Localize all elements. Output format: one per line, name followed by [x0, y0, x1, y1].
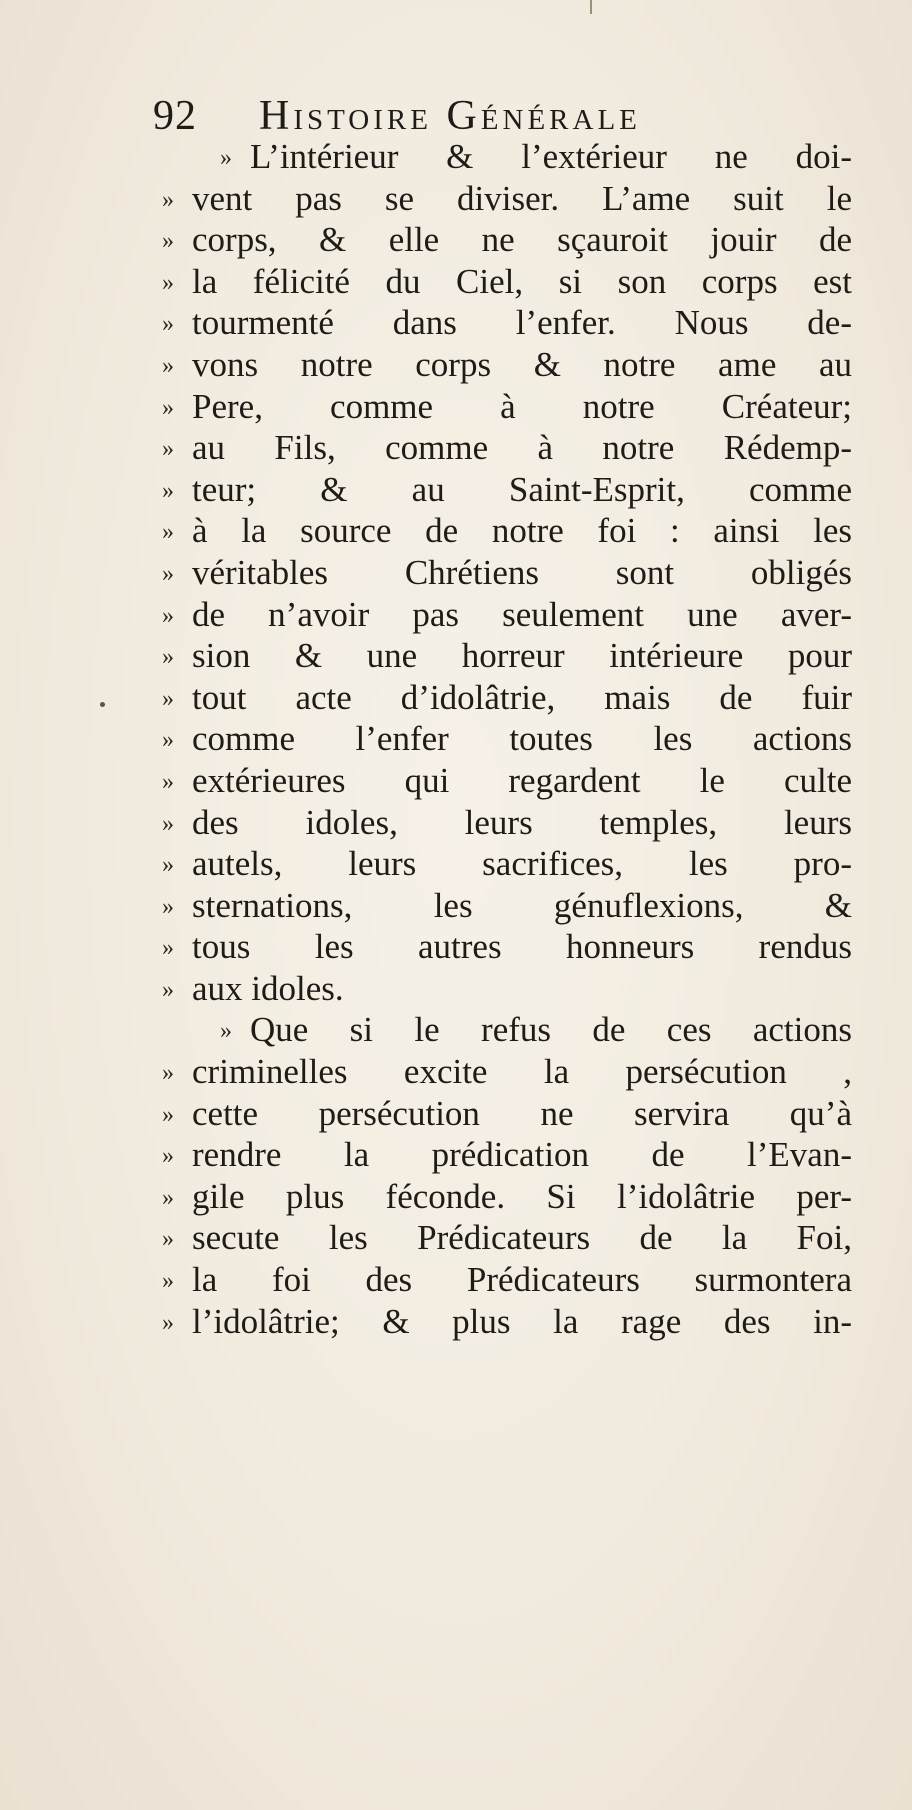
guillemet-mark: »: [162, 602, 174, 629]
guillemet-mark: »: [162, 1060, 174, 1087]
text-line: [162, 677, 892, 719]
guillemet-mark: »: [220, 1018, 232, 1045]
line-text: sternations, les génuflexions, &: [192, 885, 852, 925]
text-line: [162, 427, 892, 469]
line-text: sion & une horreur intérieure pour: [192, 636, 852, 676]
guillemet-mark: »: [162, 1309, 174, 1336]
guillemet-mark: »: [162, 1184, 174, 1211]
guillemet-mark: »: [162, 477, 174, 504]
line-text: teur; & au Saint-Esprit, comme: [192, 469, 852, 509]
line-text: tourmenté dans l’enfer. Nous de-: [192, 303, 852, 343]
text-line: [162, 1009, 892, 1051]
text-line: [162, 635, 892, 677]
line-text: véritables Chrétiens sont obligés: [192, 552, 852, 592]
guillemet-mark: »: [162, 685, 174, 712]
line-text: criminelles excite la persécution ,: [192, 1052, 852, 1092]
text-line: [162, 1134, 892, 1176]
text-line: [162, 344, 892, 386]
line-text: secute les Prédicateurs de la Foi,: [192, 1218, 852, 1258]
text-line: [162, 386, 892, 428]
line-text: la félicité du Ciel, si son corps est: [192, 261, 852, 301]
guillemet-mark: »: [162, 394, 174, 421]
line-text: au Fils, comme à notre Rédemp-: [192, 428, 852, 468]
guillemet-mark: »: [162, 852, 174, 879]
margin-speck: [100, 702, 105, 707]
guillemet-mark: »: [162, 976, 174, 1003]
text-line: [162, 968, 892, 1010]
guillemet-mark: »: [162, 768, 174, 795]
running-title: Histoire Générale: [259, 93, 641, 139]
text-line: [162, 760, 892, 802]
guillemet-mark: »: [162, 352, 174, 379]
line-text: comme l’enfer toutes les actions: [192, 719, 852, 759]
line-text: rendre la prédication de l’Evan-: [192, 1135, 852, 1175]
line-text: tous les autres honneurs rendus: [192, 927, 852, 967]
guillemet-mark: »: [162, 269, 174, 296]
guillemet-mark: »: [162, 519, 174, 546]
line-text: à la source de notre foi : ainsi les: [192, 511, 852, 551]
line-text: l’idolâtrie; & plus la rage des in-: [192, 1301, 852, 1341]
line-text: L’intérieur & l’extérieur ne doi-: [250, 137, 852, 176]
text-line: [162, 136, 892, 178]
text-line: [162, 510, 892, 552]
guillemet-mark: »: [162, 1226, 174, 1253]
line-text: corps, & elle ne sçauroit jouir de: [192, 220, 852, 260]
text-line: [162, 718, 892, 760]
text-line: [162, 552, 892, 594]
text-line: [162, 1217, 892, 1259]
guillemet-mark: »: [162, 560, 174, 587]
line-text: de n’avoir pas seulement une aver-: [192, 594, 852, 634]
text-line: [162, 843, 892, 885]
guillemet-mark: »: [162, 810, 174, 837]
guillemet-mark: »: [162, 186, 174, 213]
line-text: extérieures qui regardent le culte: [192, 760, 852, 800]
line-text: des idoles, leurs temples, leurs: [192, 802, 852, 842]
line-text: aux idoles.: [192, 968, 344, 1008]
text-line: [162, 261, 892, 303]
page-number: 92: [153, 93, 197, 139]
text-line: [162, 802, 892, 844]
guillemet-mark: »: [162, 228, 174, 255]
text-line: [162, 1093, 892, 1135]
guillemet-mark: »: [162, 644, 174, 671]
text-line: [162, 219, 892, 261]
text-line: [162, 1259, 892, 1301]
text-line: [162, 469, 892, 511]
line-text: tout acte d’idolâtrie, mais de fuir: [192, 677, 852, 717]
line-text: vons notre corps & notre ame au: [192, 344, 852, 384]
text-line: [162, 594, 892, 636]
text-line: [162, 302, 892, 344]
guillemet-mark: »: [162, 935, 174, 962]
text-line: [162, 178, 892, 220]
text-line: [162, 1176, 892, 1218]
line-text: autels, leurs sacrifices, les pro-: [192, 844, 852, 884]
text-line: [162, 926, 892, 968]
line-text: vent pas se diviser. L’ame suit le: [192, 178, 852, 218]
guillemet-mark: »: [162, 1268, 174, 1295]
guillemet-mark: »: [162, 436, 174, 463]
guillemet-mark: »: [162, 893, 174, 920]
line-text: la foi des Prédicateurs surmontera: [192, 1260, 852, 1300]
line-text: cette persécution ne servira qu’à: [192, 1093, 852, 1133]
guillemet-mark: »: [162, 1143, 174, 1170]
line-text: gile plus féconde. Si l’idolâtrie per-: [192, 1176, 852, 1216]
text-line: [162, 1051, 892, 1093]
guillemet-mark: »: [162, 311, 174, 338]
guillemet-mark: »: [162, 727, 174, 754]
page-edge-mark: [590, 0, 592, 14]
text-line: [162, 885, 892, 927]
body-text: [162, 136, 892, 1342]
text-line: [162, 1301, 892, 1343]
guillemet-mark: »: [220, 145, 232, 171]
guillemet-mark: »: [162, 1101, 174, 1128]
line-text: Pere, comme à notre Créateur;: [192, 386, 852, 426]
line-text: Que si le refus de ces actions: [250, 1010, 852, 1050]
